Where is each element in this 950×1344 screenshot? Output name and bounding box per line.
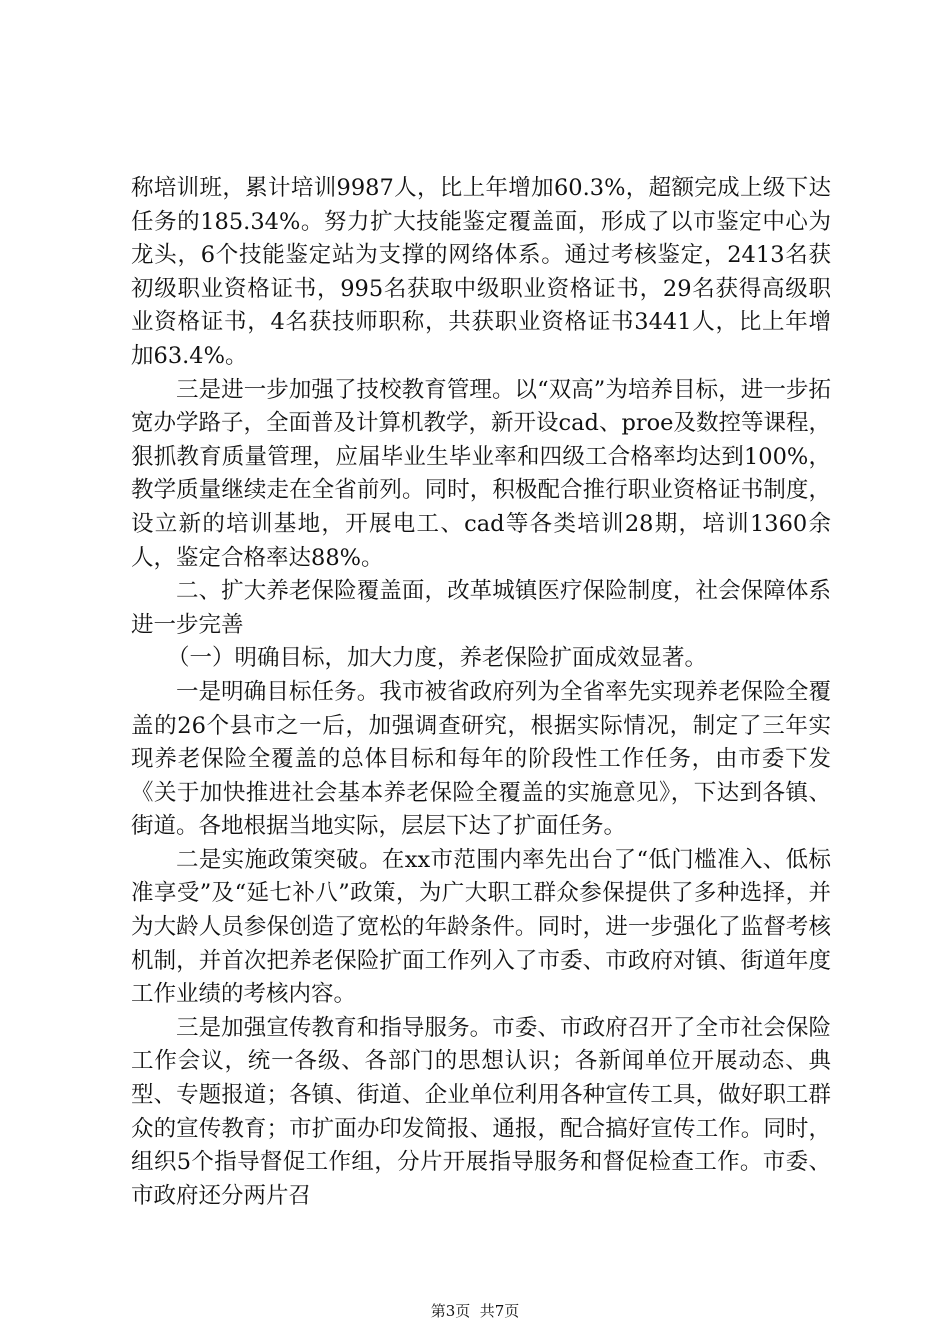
document-body	[131, 172, 831, 1213]
page-number: 第3页 共7页	[430, 1302, 520, 1320]
section-heading-pension: 二、扩大养老保险覆盖面，改革城镇医疗保险制度，社会保障体系进一步完善	[131, 578, 831, 638]
paragraph-technical-school: 三是进一步加强了技校教育管理。以“双高”为培养目标，进一步拓宽办学路子，全面普及计算机教学，新开设cad、proe及数控等课程，狠抓教育质量管理，应届毕业生毕业率和四级工合格率均达到100%，教学质量继续走在全省前列。同时，积极配合推行职业资格证书制度，设立新的培训基地，开展电工、cad等各类培训28期，培训1360余人，鉴定合格率达88%。	[131, 376, 831, 571]
page-footer	[0, 1300, 950, 1321]
paragraph-targets: 一是明确目标任务。我市被省政府列为全省率先实现养老保险全覆盖的26个县市之一后，加强调查研究，根据实际情况，制定了三年实现养老保险全覆盖的总体目标和每年的阶段性工作任务，由市委下发《关于加快推进社会基本养老保险全覆盖的实施意见》，下达到各镇、街道。各地根据当地实际，层层下达了扩面任务。	[131, 678, 831, 840]
paragraph-training-stats: 称培训班，累计培训9987人，比上年增加60.3%，超额完成上级下达任务的185.34%。努力扩大技能鉴定覆盖面，形成了以市鉴定中心为龙头，6个技能鉴定站为支撑的网络体系。通过考核鉴定，2413名获初级职业资格证书，995名获取中级职业资格证书，29名获得高级职业资格证书，4名获技师职称，共获职业资格证书3441人，比上年增加63.4%。	[131, 175, 831, 369]
paragraph-publicity: 三是加强宣传教育和指导服务。市委、市政府召开了全市社会保险工作会议，统一各级、各部门的思想认识；各新闻单位开展动态、典型、专题报道；各镇、街道、企业单位利用各种宣传工具，做好职工群众的宣传教育；市扩面办印发简报、通报，配合搞好宣传工作。同时，组织5个指导督促工作组，分片开展指导服务和督促检查工作。市委、市政府还分两片召	[131, 1014, 831, 1209]
subsection-heading-goals: （一）明确目标，加大力度，养老保险扩面成效显著。	[167, 645, 708, 672]
paragraph-policy: 二是实施政策突破。在xx市范围内率先出台了“低门槛准入、低标准享受”及“延七补八”政策，为广大职工群众参保提供了多种选择，并为大龄人员参保创造了宽松的年龄条件。同时，进一步强化了监督考核机制，并首次把养老保险扩面工作列入了市委、市政府对镇、街道年度工作业绩的考核内容。	[131, 846, 831, 1008]
